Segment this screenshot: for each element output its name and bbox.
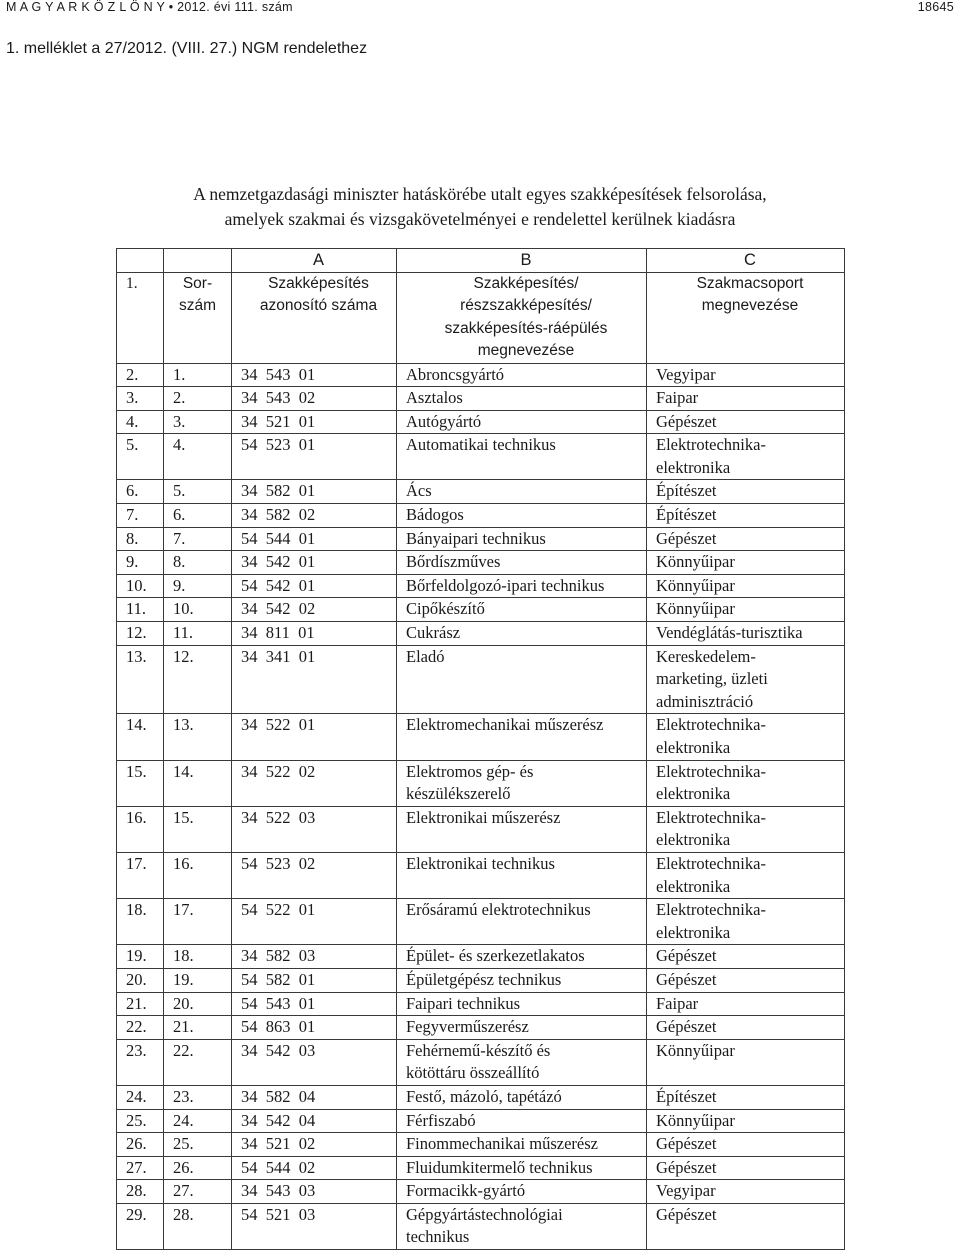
sorszam-cell: 10.: [164, 598, 232, 622]
qualification-name-cell: Férfiszabó: [397, 1109, 647, 1133]
code-cell: 54 523 02: [232, 852, 397, 898]
sorszam-cell: 21.: [164, 1016, 232, 1040]
row-number-cell: 28.: [117, 1180, 164, 1204]
table-row: [117, 714, 845, 760]
qualification-name-cell: Autógyártó: [397, 410, 647, 434]
sector-group-cell: Könnyűipar: [647, 574, 845, 598]
table-row: [117, 645, 845, 714]
table-row: [117, 899, 845, 945]
qualification-name-cell: Épületgépész technikus: [397, 968, 647, 992]
code-cell: 54 521 03: [232, 1203, 397, 1249]
code-cell: 34 582 03: [232, 945, 397, 969]
table-row: [117, 852, 845, 898]
table-row: [117, 527, 845, 551]
sector-group-cell: Elektrotechnika- elektronika: [647, 434, 845, 480]
qualification-name-cell: Festő, mázoló, tapétázó: [397, 1085, 647, 1109]
sorszam-cell: 5.: [164, 480, 232, 504]
sector-group-cell: Építészet: [647, 1085, 845, 1109]
qualification-name-cell: Fegyverműszerész: [397, 1016, 647, 1040]
row-number-cell: 10.: [117, 574, 164, 598]
table-row: [117, 1133, 845, 1157]
code-cell: 34 542 04: [232, 1109, 397, 1133]
qualification-name-cell: Formacikk-gyártó: [397, 1180, 647, 1204]
sorszam-cell: 15.: [164, 806, 232, 852]
row-number-cell: 15.: [117, 760, 164, 806]
row-number-cell: 3.: [117, 387, 164, 411]
qualification-name-cell: Finommechanikai műszerész: [397, 1133, 647, 1157]
table-row: [117, 968, 845, 992]
document-title: [0, 182, 960, 232]
column-header-row: [117, 272, 845, 363]
row-number-cell: 14.: [117, 714, 164, 760]
sorszam-cell: 1.: [164, 363, 232, 387]
code-cell: 34 522 01: [232, 714, 397, 760]
sector-group-cell: Faipar: [647, 992, 845, 1016]
sorszam-cell: 6.: [164, 504, 232, 528]
sector-group-cell: Gépészet: [647, 527, 845, 551]
column-letter-row: [117, 249, 845, 273]
sorszam-cell: 12.: [164, 645, 232, 714]
empty-cell: [117, 249, 164, 273]
sorszam-cell: 28.: [164, 1203, 232, 1249]
header-code: Szakképesítés azonosító száma: [232, 272, 397, 363]
code-cell: 34 521 01: [232, 410, 397, 434]
sector-group-cell: Gépészet: [647, 1203, 845, 1249]
code-cell: 34 582 01: [232, 480, 397, 504]
sector-group-cell: Elektrotechnika- elektronika: [647, 806, 845, 852]
sector-group-cell: Vendéglátás-turisztika: [647, 622, 845, 646]
sector-group-cell: Kereskedelem- marketing, üzleti adminisztráció: [647, 645, 845, 714]
row-number-cell: 5.: [117, 434, 164, 480]
qualification-name-cell: Faipari technikus: [397, 992, 647, 1016]
sorszam-cell: 14.: [164, 760, 232, 806]
sector-group-cell: Gépészet: [647, 945, 845, 969]
qualification-name-cell: Eladó: [397, 645, 647, 714]
code-cell: 34 521 02: [232, 1133, 397, 1157]
table-row: [117, 622, 845, 646]
qualification-name-cell: Elektronikai technikus: [397, 852, 647, 898]
sector-group-cell: Gépészet: [647, 968, 845, 992]
table-row: [117, 1039, 845, 1085]
qualification-name-cell: Fluidumkitermelő technikus: [397, 1156, 647, 1180]
sorszam-cell: 26.: [164, 1156, 232, 1180]
row-number-cell: 22.: [117, 1016, 164, 1040]
sorszam-cell: 7.: [164, 527, 232, 551]
qualifications-table: [116, 248, 845, 1250]
row-number-cell: 24.: [117, 1085, 164, 1109]
sector-group-cell: Elektrotechnika- elektronika: [647, 760, 845, 806]
row-number-cell: 11.: [117, 598, 164, 622]
table-body: [117, 363, 845, 1250]
sector-group-cell: Vegyipar: [647, 363, 845, 387]
sorszam-cell: 24.: [164, 1109, 232, 1133]
table-row: [117, 806, 845, 852]
title-line: amelyek szakmai és vizsgakövetelményei e rendelettel kerülnek kiadásra: [224, 209, 736, 229]
row-number-cell: 25.: [117, 1109, 164, 1133]
row-number-cell: 17.: [117, 852, 164, 898]
sector-group-cell: Építészet: [647, 480, 845, 504]
sorszam-cell: 19.: [164, 968, 232, 992]
qualification-name-cell: Automatikai technikus: [397, 434, 647, 480]
code-cell: 34 582 02: [232, 504, 397, 528]
code-cell: 34 543 01: [232, 363, 397, 387]
sorszam-cell: 20.: [164, 992, 232, 1016]
sorszam-cell: 11.: [164, 622, 232, 646]
qualification-name-cell: Bőrdíszműves: [397, 551, 647, 575]
row-number-cell: 16.: [117, 806, 164, 852]
sorszam-cell: 25.: [164, 1133, 232, 1157]
sector-group-cell: Gépészet: [647, 1133, 845, 1157]
qualification-name-cell: Erősáramú elektrotechnikus: [397, 899, 647, 945]
code-cell: 34 542 03: [232, 1039, 397, 1085]
qualification-name-cell: Elektromos gép- és készülékszerelő: [397, 760, 647, 806]
table-row: [117, 504, 845, 528]
qualification-name-cell: Épület- és szerkezetlakatos: [397, 945, 647, 969]
row-number-cell: 2.: [117, 363, 164, 387]
header-row-number: 1.: [117, 272, 164, 363]
sorszam-cell: 13.: [164, 714, 232, 760]
row-number-cell: 18.: [117, 899, 164, 945]
code-cell: 54 544 02: [232, 1156, 397, 1180]
table-row: [117, 1109, 845, 1133]
row-number-cell: 8.: [117, 527, 164, 551]
qualification-name-cell: Ács: [397, 480, 647, 504]
sector-group-cell: Könnyűipar: [647, 551, 845, 575]
sorszam-cell: 9.: [164, 574, 232, 598]
sorszam-cell: 4.: [164, 434, 232, 480]
code-cell: 54 542 01: [232, 574, 397, 598]
code-cell: 34 341 01: [232, 645, 397, 714]
sorszam-cell: 8.: [164, 551, 232, 575]
qualification-name-cell: Abroncsgyártó: [397, 363, 647, 387]
sector-group-cell: Faipar: [647, 387, 845, 411]
code-cell: 54 522 01: [232, 899, 397, 945]
table-row: [117, 1203, 845, 1249]
sector-group-cell: Könnyűipar: [647, 1039, 845, 1085]
code-cell: 34 522 02: [232, 760, 397, 806]
code-cell: 34 542 02: [232, 598, 397, 622]
table-row: [117, 434, 845, 480]
table-row: [117, 410, 845, 434]
table-row: [117, 760, 845, 806]
code-cell: 54 863 01: [232, 1016, 397, 1040]
sorszam-cell: 18.: [164, 945, 232, 969]
table-row: [117, 598, 845, 622]
qualification-name-cell: Fehérnemű-készítő és kötöttáru összeállító: [397, 1039, 647, 1085]
sorszam-cell: 16.: [164, 852, 232, 898]
header-group: Szakmacsoport megnevezése: [647, 272, 845, 363]
row-number-cell: 21.: [117, 992, 164, 1016]
sector-group-cell: Elektrotechnika- elektronika: [647, 852, 845, 898]
sorszam-cell: 27.: [164, 1180, 232, 1204]
row-number-cell: 12.: [117, 622, 164, 646]
row-number-cell: 23.: [117, 1039, 164, 1085]
code-cell: 54 543 01: [232, 992, 397, 1016]
qualification-name-cell: Asztalos: [397, 387, 647, 411]
sector-group-cell: Elektrotechnika- elektronika: [647, 899, 845, 945]
code-cell: 34 811 01: [232, 622, 397, 646]
table-row: [117, 363, 845, 387]
sorszam-cell: 22.: [164, 1039, 232, 1085]
row-number-cell: 9.: [117, 551, 164, 575]
row-number-cell: 29.: [117, 1203, 164, 1249]
code-cell: 34 522 03: [232, 806, 397, 852]
sector-group-cell: Gépészet: [647, 1156, 845, 1180]
sector-group-cell: Elektrotechnika- elektronika: [647, 714, 845, 760]
running-header: [0, 0, 960, 14]
table-row: [117, 1156, 845, 1180]
code-cell: 54 523 01: [232, 434, 397, 480]
table-row: [117, 1016, 845, 1040]
table-row: [117, 992, 845, 1016]
sorszam-cell: 17.: [164, 899, 232, 945]
qualification-name-cell: Cipőkészítő: [397, 598, 647, 622]
table-row: [117, 1180, 845, 1204]
annex-reference: 1. melléklet a 27/2012. (VIII. 27.) NGM rendelethez: [6, 40, 368, 57]
row-number-cell: 13.: [117, 645, 164, 714]
sector-group-cell: Könnyűipar: [647, 598, 845, 622]
row-number-cell: 6.: [117, 480, 164, 504]
row-number-cell: 4.: [117, 410, 164, 434]
title-line: A nemzetgazdasági miniszter hatáskörébe utalt egyes szakképesítések felsorolása,: [193, 184, 767, 204]
qualification-name-cell: Elektromechanikai műszerész: [397, 714, 647, 760]
sector-group-cell: Gépészet: [647, 410, 845, 434]
qualification-name-cell: Bőrfeldolgozó-ipari technikus: [397, 574, 647, 598]
table-row: [117, 551, 845, 575]
qualification-name-cell: Elektronikai műszerész: [397, 806, 647, 852]
qualification-name-cell: Gépgyártástechnológiai technikus: [397, 1203, 647, 1249]
code-cell: 34 543 03: [232, 1180, 397, 1204]
sector-group-cell: Építészet: [647, 504, 845, 528]
column-letter-b: B: [397, 249, 647, 273]
sorszam-cell: 23.: [164, 1085, 232, 1109]
row-number-cell: 27.: [117, 1156, 164, 1180]
row-number-cell: 7.: [117, 504, 164, 528]
qualification-name-cell: Cukrász: [397, 622, 647, 646]
qualification-name-cell: Bányaipari technikus: [397, 527, 647, 551]
sector-group-cell: Könnyűipar: [647, 1109, 845, 1133]
row-number-cell: 20.: [117, 968, 164, 992]
column-letter-c: C: [647, 249, 845, 273]
empty-cell: [164, 249, 232, 273]
code-cell: 54 582 01: [232, 968, 397, 992]
sector-group-cell: Gépészet: [647, 1016, 845, 1040]
header-name: Szakképesítés/ részszakképesítés/ szakképesítés-ráépülés megnevezése: [397, 272, 647, 363]
code-cell: 34 542 01: [232, 551, 397, 575]
code-cell: 34 543 02: [232, 387, 397, 411]
sorszam-cell: 2.: [164, 387, 232, 411]
row-number-cell: 19.: [117, 945, 164, 969]
code-cell: 34 582 04: [232, 1085, 397, 1109]
publication-title: M A G Y A R K Ö Z L Ö N Y • 2012. évi 111. szám: [6, 0, 293, 14]
row-number-cell: 26.: [117, 1133, 164, 1157]
table-row: [117, 574, 845, 598]
page-number: 18645: [917, 0, 954, 14]
sector-group-cell: Vegyipar: [647, 1180, 845, 1204]
table-row: [117, 1085, 845, 1109]
table-row: [117, 480, 845, 504]
column-letter-a: A: [232, 249, 397, 273]
table-row: [117, 387, 845, 411]
qualification-name-cell: Bádogos: [397, 504, 647, 528]
header-sorszam: Sor- szám: [164, 272, 232, 363]
code-cell: 54 544 01: [232, 527, 397, 551]
table-row: [117, 945, 845, 969]
sorszam-cell: 3.: [164, 410, 232, 434]
